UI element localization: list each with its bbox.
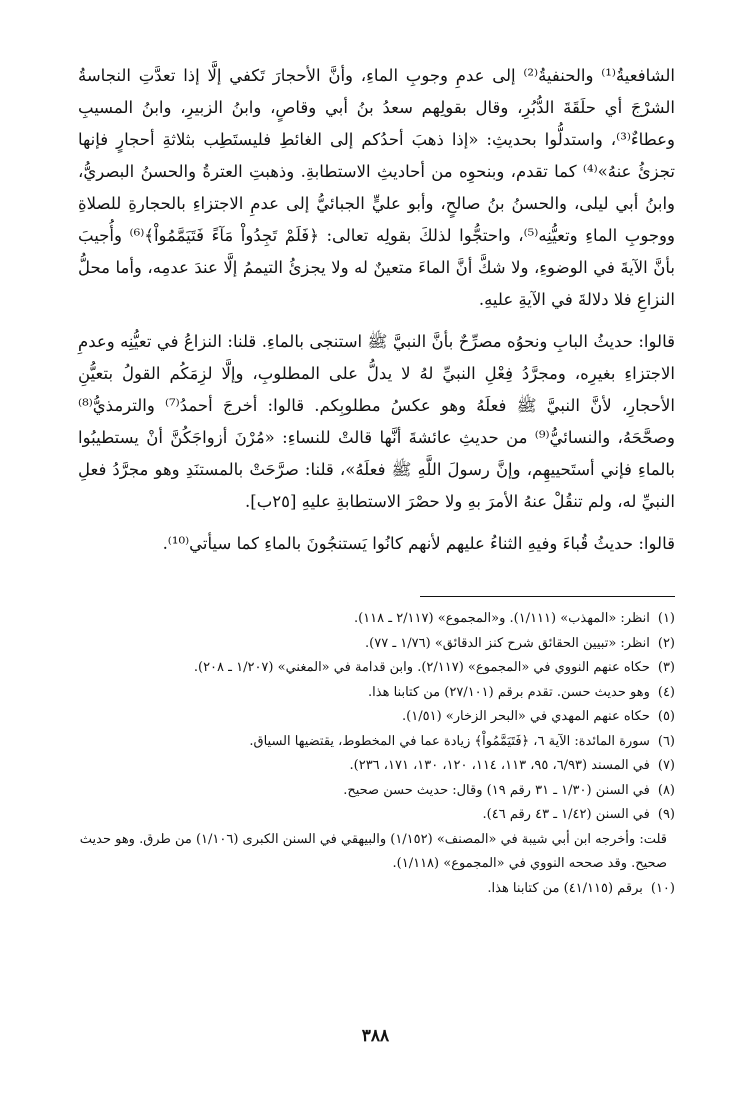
paragraph: الشافعيةُ⁽¹⁾ والحنفيةُ⁽²⁾ إلى عدمِ وجوبِ الماءِ، وأنَّ الأحجارَ تَكفي إلَّا إذا تعدَّتِ النجاسةُ الشرْجَ أي حلَقَةَ الدُّبُرِ، وقال بقولِهم سعدُ بنُ أبي وقاصٍ، وابنُ الزبيرِ، وابنُ المسيبِ وعطاءٌ⁽³⁾، واستدلُّوا بحديثِ: «إذا ذهبَ أحدُكم إلى الغائطِ فليستَطِب بثلاثةِ أحجارٍ فإنها تجزئُ عنهُ»⁽⁴⁾ كما تقدم، وبنحوِه من أحاديثِ الاستطابةِ. وذهبتِ العترةُ والحسنُ البصريُّ، وابنُ أبي ليلى، والحسنُ بنُ صالحٍ، وأبو عليٍّ الجبائيُّ إلى عدمِ الاجتزاءِ بالحجارةِ للصلاةِ ووجوبِ الماءِ وتعيُّنِه⁽⁵⁾، واحتجُّوا لذلكَ بقولِه تعالى: ﴿فَلَمْ تَجِدُواْ مَآءً فَتَيَمَّمُواْ﴾⁽⁶⁾ وأُجيبَ بأنَّ الآيةَ في الوضوءِ، ولا شكَّ أنَّ الماءَ متعينٌ له ولا يجزئُ التيممُ إلَّا عندَ عدمِه، وأما محلُّ النزاعِ فلا دلالةَ في الآيةِ عليهِ. [78,66,675,309]
footnote-text: حكاه عنهم المهدي في «البحر الزخار» (١/٥١). [402,709,650,724]
footnote-number: (٤) [657,684,675,700]
footnote-text: وهو حديث حسن. تقدم برقم (٢٧/١٠١) من كتابنا هذا. [368,684,650,700]
footnote-number: (١) [657,611,675,626]
footnote [78,632,675,657]
footnote-number: (١٠) [650,880,675,896]
footnote-number: (٩) [657,807,675,822]
footnote [78,779,675,804]
footnote-number: (٧) [657,758,675,773]
footnote-text: برقم (٤١/١١٥) من كتابنا هذا. [487,880,643,896]
page-number: ٣٨٨ [361,1026,390,1046]
footnote [78,754,675,779]
footnote [78,730,675,755]
main-text [78,60,675,560]
footnote-text: حكاه عنهم النووي في «المجموع» (٢/١١٧). وابن قدامة في «المغني» (١/٢٠٧ ـ ٢٠٨). [193,660,650,675]
footnote-number: (٢) [657,635,675,651]
paragraph: قالوا: حديثُ قُباءَ وفيهِ الثناءُ عليهم لأنهم كانُوا يَستنجُونَ بالماءِ كما سيأتي⁽¹⁰⁾. [162,534,675,553]
footnote-continuation [78,828,675,877]
footnote-number: (٦) [657,733,675,749]
footnote-text: قلت: وأخرجه ابن أبي شيبة في «المصنف» (١/١٥٢) والبيهقي في السنن الكبرى (١/١٠٦) من طرق. وهو حديث صحيح. وقد صححه النووي في «المجموع» (١/١١٨). [79,831,667,871]
footnote [78,877,675,902]
footnote [78,803,675,828]
footnote-number: (٨) [657,782,675,798]
footnotes [78,607,675,901]
footnote [78,607,675,632]
footnote-text: انظر: «تبيين الحقائق شرح كنز الدقائق» (١/٧٦ ـ ٧٧). [365,635,650,651]
footnote-divider [420,596,675,597]
footnote-number: (٣) [657,660,675,675]
footnote-text: سورة المائدة: الآية ٦، ﴿فَتَيَمَّمُواْ﴾ زيادة عما في المخطوط، يقتضيها السياق. [249,733,650,749]
footnote [78,705,675,730]
footnote-text: في السنن (١/٣٠ ـ ٣١ رقم ١٩) وقال: حديث حسن صحيح. [343,782,650,798]
footnote-text: في السنن (١/٤٢ ـ ٤٣ رقم ٤٦). [482,807,650,822]
footnote-text: في المسند (٦/٩٣، ٩٥، ١١٣، ١١٤، ١٢٠، ١٣٠، ١٧١، ٢٣٦). [349,758,650,773]
footnote [78,656,675,681]
footnote [78,681,675,706]
footnote-text: انظر: «المهذب» (١/١١١). و«المجموع» (٢/١١٧ ـ ١١٨). [353,611,650,626]
footnote-number: (٥) [657,709,675,724]
paragraph: قالوا: حديثُ البابِ ونحوُه مصرِّحٌ بأنَّ النبيَّ ﷺ استنجى بالماءِ. قلنا: النزاعُ في تعيُّنِه وعدمِ الاجتزاءِ بغيرِه، ومجرَّدُ فِعْلِ النبيِّ لهُ لا يدلُّ على المطلوبِ، وإلَّا لزِمَكُم القولُ بتعيُّنِ الأحجارِ، لأنَّ النبيَّ ﷺ فعلَهُ وهو عكسُ مطلوبِكم. قالوا: أخرجَ أحمدُ⁽⁷⁾ والترمذيُّ⁽⁸⁾ وصحَّحَهُ، والنسائيُّ⁽⁹⁾ من حديثِ عائشةَ أنَّها قالتْ للنساءِ: «مُرْنَ أزواجَكُنَّ أنْ يستطيبُوا بالماءِ فإني أستَحييهِم، وإنَّ رسولَ اللَّهِ ﷺ فعلَهُ»، قلنا: صرَّحَتْ بالمستنَدِ وهو مجرَّدُ فعلِ النبيِّ له، ولم تنقُلْ عنهُ الأمرَ بهِ ولا حصْرَ الاستطابةِ عليهِ [٢٥ب]. [78,332,676,511]
